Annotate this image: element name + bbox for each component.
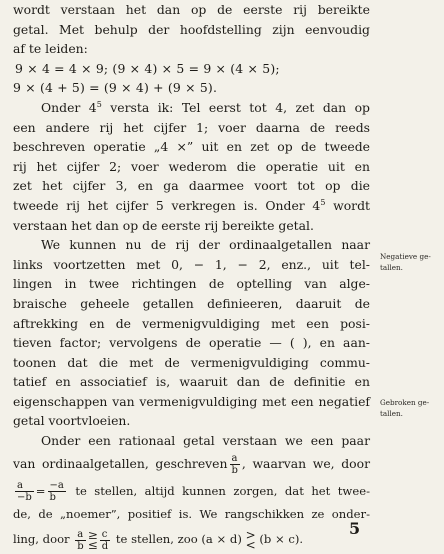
margin-note-gebroken (380, 397, 442, 419)
geq-sign: ≥ (87, 528, 98, 543)
text-line: aftrekking en de vermenigvuldiging met een posi- (13, 315, 370, 331)
fraction-neg-a-over-b (48, 480, 66, 503)
text-line (13, 196, 370, 216)
text-line: We kunnen nu de rij der ordinaalgetallen naar (41, 237, 370, 253)
fraction-numerator: c (100, 529, 110, 541)
exponent: 5 (96, 99, 102, 109)
fraction-c-over-d (100, 529, 110, 552)
greater-less-symbol (245, 528, 256, 553)
text-line (13, 451, 370, 477)
fraction-denominator: d (101, 540, 109, 552)
equation-line: 9 × (4 + 5) = (9 × 4) + (9 × 5). (13, 80, 218, 96)
greater-sign: > (245, 528, 256, 543)
text-fragment: versta ik: Tel eerst tot 4, zet dan op (101, 99, 370, 115)
margin-note-text: Negatieve ge- tallen. (380, 252, 431, 272)
text-fragment: te stellen, zoo (a × d) (115, 532, 242, 547)
text-line: toonen dat die met de vermenigvuldiging commu- (13, 354, 370, 370)
fraction-denominator: −b (17, 492, 32, 504)
text-fragment: te stellen, altijd kunnen zorgen, dat het twee- (75, 483, 370, 498)
margin-note-negatieve (380, 251, 442, 273)
fraction-numerator: −a (49, 480, 64, 492)
equals-sign: = (35, 483, 46, 498)
fraction-denominator: b (77, 540, 84, 552)
text-fragment: ling, door (13, 532, 70, 547)
text-line: braische geheele getallen definieeren, daaruit de (13, 295, 370, 311)
text-line: af te leiden: (13, 41, 88, 57)
text-line: getal. Met behulp der hoofdstelling zijn eenvoudig (13, 21, 370, 37)
text-line: rij het cijfer 2; voer wederom die operatie uit en (13, 158, 370, 174)
geq-leq-symbol (87, 528, 98, 553)
text-line: zet het cijfer 3, en ga daarmee voort tot op die (13, 178, 370, 194)
text-line: verstaan het dan op de eerste rij bereikte getal. (13, 217, 314, 233)
text-line: een andere rij het cijfer 1; voer daarna de reeds (13, 119, 370, 135)
text-fragment: Onder 4 (41, 99, 97, 115)
text-line: eigenschappen van vermenigvuldiging met een negatief (13, 393, 370, 409)
text-line: getal voortvloeien. (13, 413, 131, 429)
text-line (13, 477, 370, 505)
fraction-numerator: a (15, 480, 34, 492)
text-line (13, 98, 370, 118)
main-text-column (13, 0, 370, 554)
text-line: de, de „noemer”, positief is. We rangschikken ze onder- (13, 506, 370, 521)
exponent: 5 (320, 197, 326, 207)
text-line: tatief en associatief is, waaruit dan de definitie en (13, 374, 370, 390)
less-sign: < (245, 538, 256, 553)
margin-note-text: Gebroken ge- tallen. (380, 398, 430, 418)
fraction-numerator: a (75, 529, 85, 541)
text-fragment: (b × c). (259, 532, 304, 547)
fraction-a-over-b (75, 529, 85, 552)
text-line: beschreven operatie „4 ×” uit en zet op de tweede (13, 139, 370, 155)
text-line: wordt verstaan het dan op de eerste rij bereikte (13, 2, 370, 17)
equation-line: 9 × 4 = 4 × 9; (9 × 4) × 5 = 9 × (4 × 5); (15, 60, 280, 76)
text-line: links voortzetten met 0, − 1, − 2, enz., uit tel- (13, 256, 370, 272)
text-fragment: , waarvan we, door (241, 455, 370, 471)
page-number: 5 (349, 519, 361, 538)
text-line (13, 524, 370, 554)
fraction-a-over-neg-b (15, 480, 34, 503)
text-line: tieven factor; vervolgens de operatie — ( ), en aan- (13, 335, 370, 351)
fraction-a-over-b (230, 453, 240, 476)
text-fragment: van ordinaalgetallen, geschreven (13, 455, 228, 471)
fraction-denominator: b (231, 464, 238, 476)
fraction-numerator: a (230, 453, 240, 465)
fraction-denominator: b (49, 492, 56, 504)
text-fragment: tweede rij het cijfer 5 verkregen is. Onder 4 (13, 197, 321, 213)
text-line: Onder een rationaal getal verstaan we een paar (41, 433, 370, 449)
text-line: lingen in twee richtingen de optelling van alge- (13, 276, 370, 292)
text-fragment: wordt (325, 197, 371, 213)
leq-sign: ≤ (87, 538, 98, 553)
